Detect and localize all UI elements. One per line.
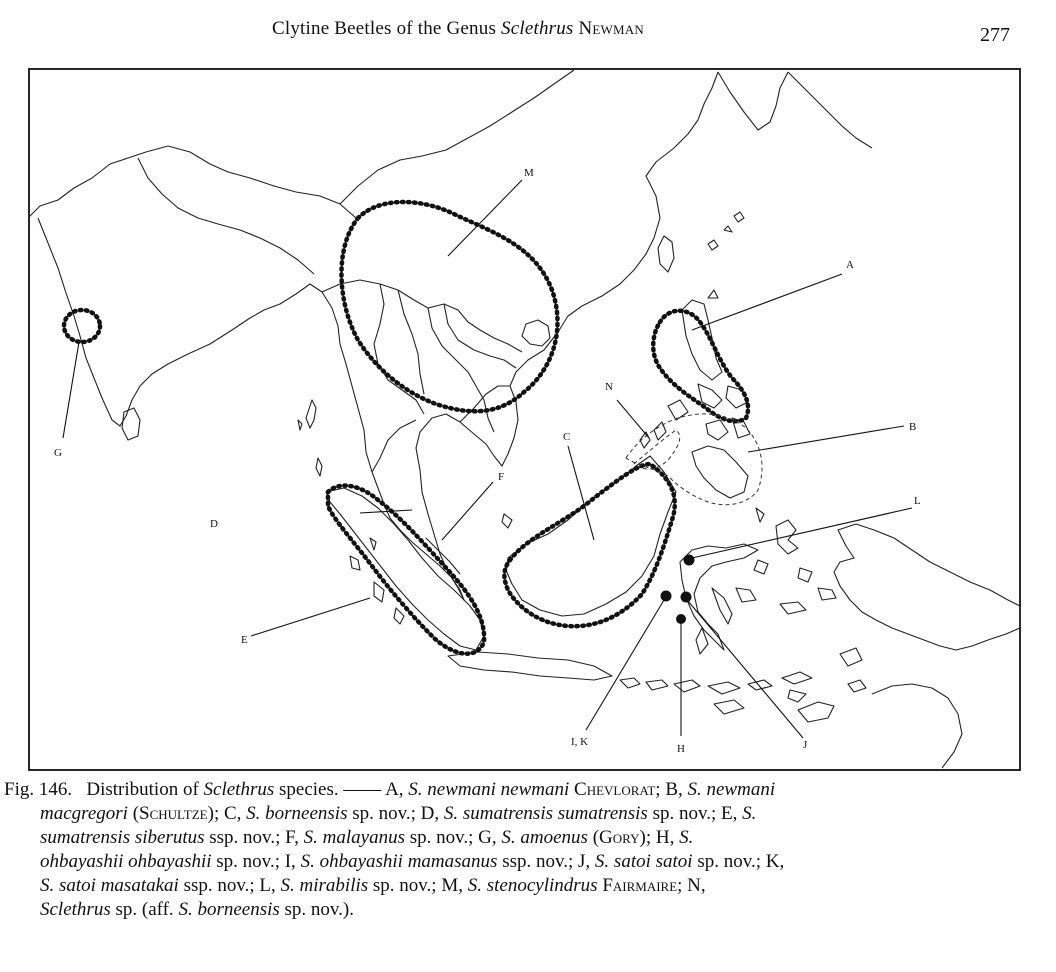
caption-genus: Sclethrus bbox=[203, 779, 275, 800]
point-l bbox=[684, 555, 695, 566]
running-title-author: Newman bbox=[578, 18, 644, 39]
caption-taxon: ohbayashii ohbayashii bbox=[40, 851, 212, 872]
label-j: J bbox=[803, 739, 808, 751]
caption-taxon: S. stenocylindrus bbox=[467, 875, 598, 896]
caption-taxon: sumatrensis siberutus bbox=[40, 827, 205, 848]
running-title-text: Clytine Beetles of the Genus bbox=[272, 18, 502, 39]
point-h bbox=[676, 614, 686, 624]
caption-line-4 bbox=[4, 850, 1034, 874]
caption-text: ; N, bbox=[677, 875, 706, 896]
page-number: 277 bbox=[980, 24, 1010, 46]
caption-line-3 bbox=[4, 826, 1034, 850]
caption-text: ssp. nov.; F, bbox=[204, 827, 304, 848]
label-c: C bbox=[563, 431, 571, 443]
caption-line-1 bbox=[4, 778, 1034, 802]
caption-taxon: S. satoi masatakai bbox=[40, 875, 179, 896]
caption-taxon: S. malayanus bbox=[303, 827, 405, 848]
caption-line-2 bbox=[4, 802, 1034, 826]
caption-text: ( bbox=[587, 827, 600, 848]
caption-text: sp. nov.; I, bbox=[211, 851, 301, 872]
caption-taxon: S. borneensis bbox=[246, 803, 348, 824]
caption-text: ; B, bbox=[655, 779, 688, 800]
label-n: N bbox=[605, 381, 613, 393]
caption-text: ); H, bbox=[639, 827, 680, 848]
caption-genus: Sclethrus bbox=[40, 899, 111, 920]
caption-line-5 bbox=[4, 874, 1034, 898]
caption-text: ); C, bbox=[207, 803, 247, 824]
figure-number: Fig. 146. bbox=[4, 779, 73, 800]
caption-taxon: S. ohbayashii mamasanus bbox=[300, 851, 498, 872]
caption-text: sp. nov.). bbox=[279, 899, 355, 920]
caption-text: sp. nov.; D, bbox=[347, 803, 444, 824]
caption-author: Fairmaire bbox=[597, 875, 678, 896]
running-title bbox=[272, 18, 644, 40]
point-i-k bbox=[661, 591, 672, 602]
label-m: M bbox=[524, 167, 534, 179]
point-j bbox=[681, 592, 692, 603]
label-d: D bbox=[210, 518, 218, 530]
caption-text: sp. (aff. bbox=[110, 899, 179, 920]
caption-text: sp. nov.; M, bbox=[368, 875, 468, 896]
running-title-genus: Sclethrus bbox=[501, 18, 574, 39]
label-a: A bbox=[846, 259, 854, 271]
page-header bbox=[0, 18, 1056, 48]
caption-author: Schultze bbox=[139, 803, 208, 824]
caption-taxon: S. newmani newmani bbox=[408, 779, 570, 800]
label-g: G bbox=[54, 447, 62, 459]
caption-text: sp. nov.; E, bbox=[647, 803, 743, 824]
label-f: F bbox=[498, 471, 505, 483]
caption-text: species. —— A, bbox=[274, 779, 409, 800]
caption-taxon: S. bbox=[679, 827, 694, 848]
caption-author: Gory bbox=[599, 827, 640, 848]
figure-caption bbox=[4, 778, 1034, 922]
caption-taxon: S. newmani bbox=[687, 779, 776, 800]
caption-text: sp. nov.; K, bbox=[692, 851, 785, 872]
label-i-k: I, K bbox=[571, 736, 589, 748]
caption-text: ssp. nov.; L, bbox=[178, 875, 281, 896]
caption-taxon: macgregori bbox=[40, 803, 128, 824]
caption-author: Chevlorat bbox=[569, 779, 656, 800]
caption-line-6 bbox=[4, 898, 1034, 922]
caption-text: ( bbox=[127, 803, 140, 824]
caption-text: Distribution of bbox=[86, 779, 204, 800]
caption-text: ssp. nov.; J, bbox=[497, 851, 595, 872]
caption-taxon: S. borneensis bbox=[178, 899, 280, 920]
caption-text: sp. nov.; G, bbox=[404, 827, 502, 848]
label-b: B bbox=[909, 421, 917, 433]
caption-taxon: S. mirabilis bbox=[280, 875, 369, 896]
distribution-map bbox=[28, 68, 1022, 772]
caption-taxon: S. amoenus bbox=[501, 827, 588, 848]
label-e: E bbox=[241, 634, 248, 646]
caption-taxon: S. sumatrensis sumatrensis bbox=[443, 803, 648, 824]
label-h: H bbox=[677, 743, 685, 755]
caption-taxon: S. bbox=[742, 803, 757, 824]
label-l: L bbox=[914, 495, 921, 507]
caption-taxon: S. satoi satoi bbox=[594, 851, 693, 872]
